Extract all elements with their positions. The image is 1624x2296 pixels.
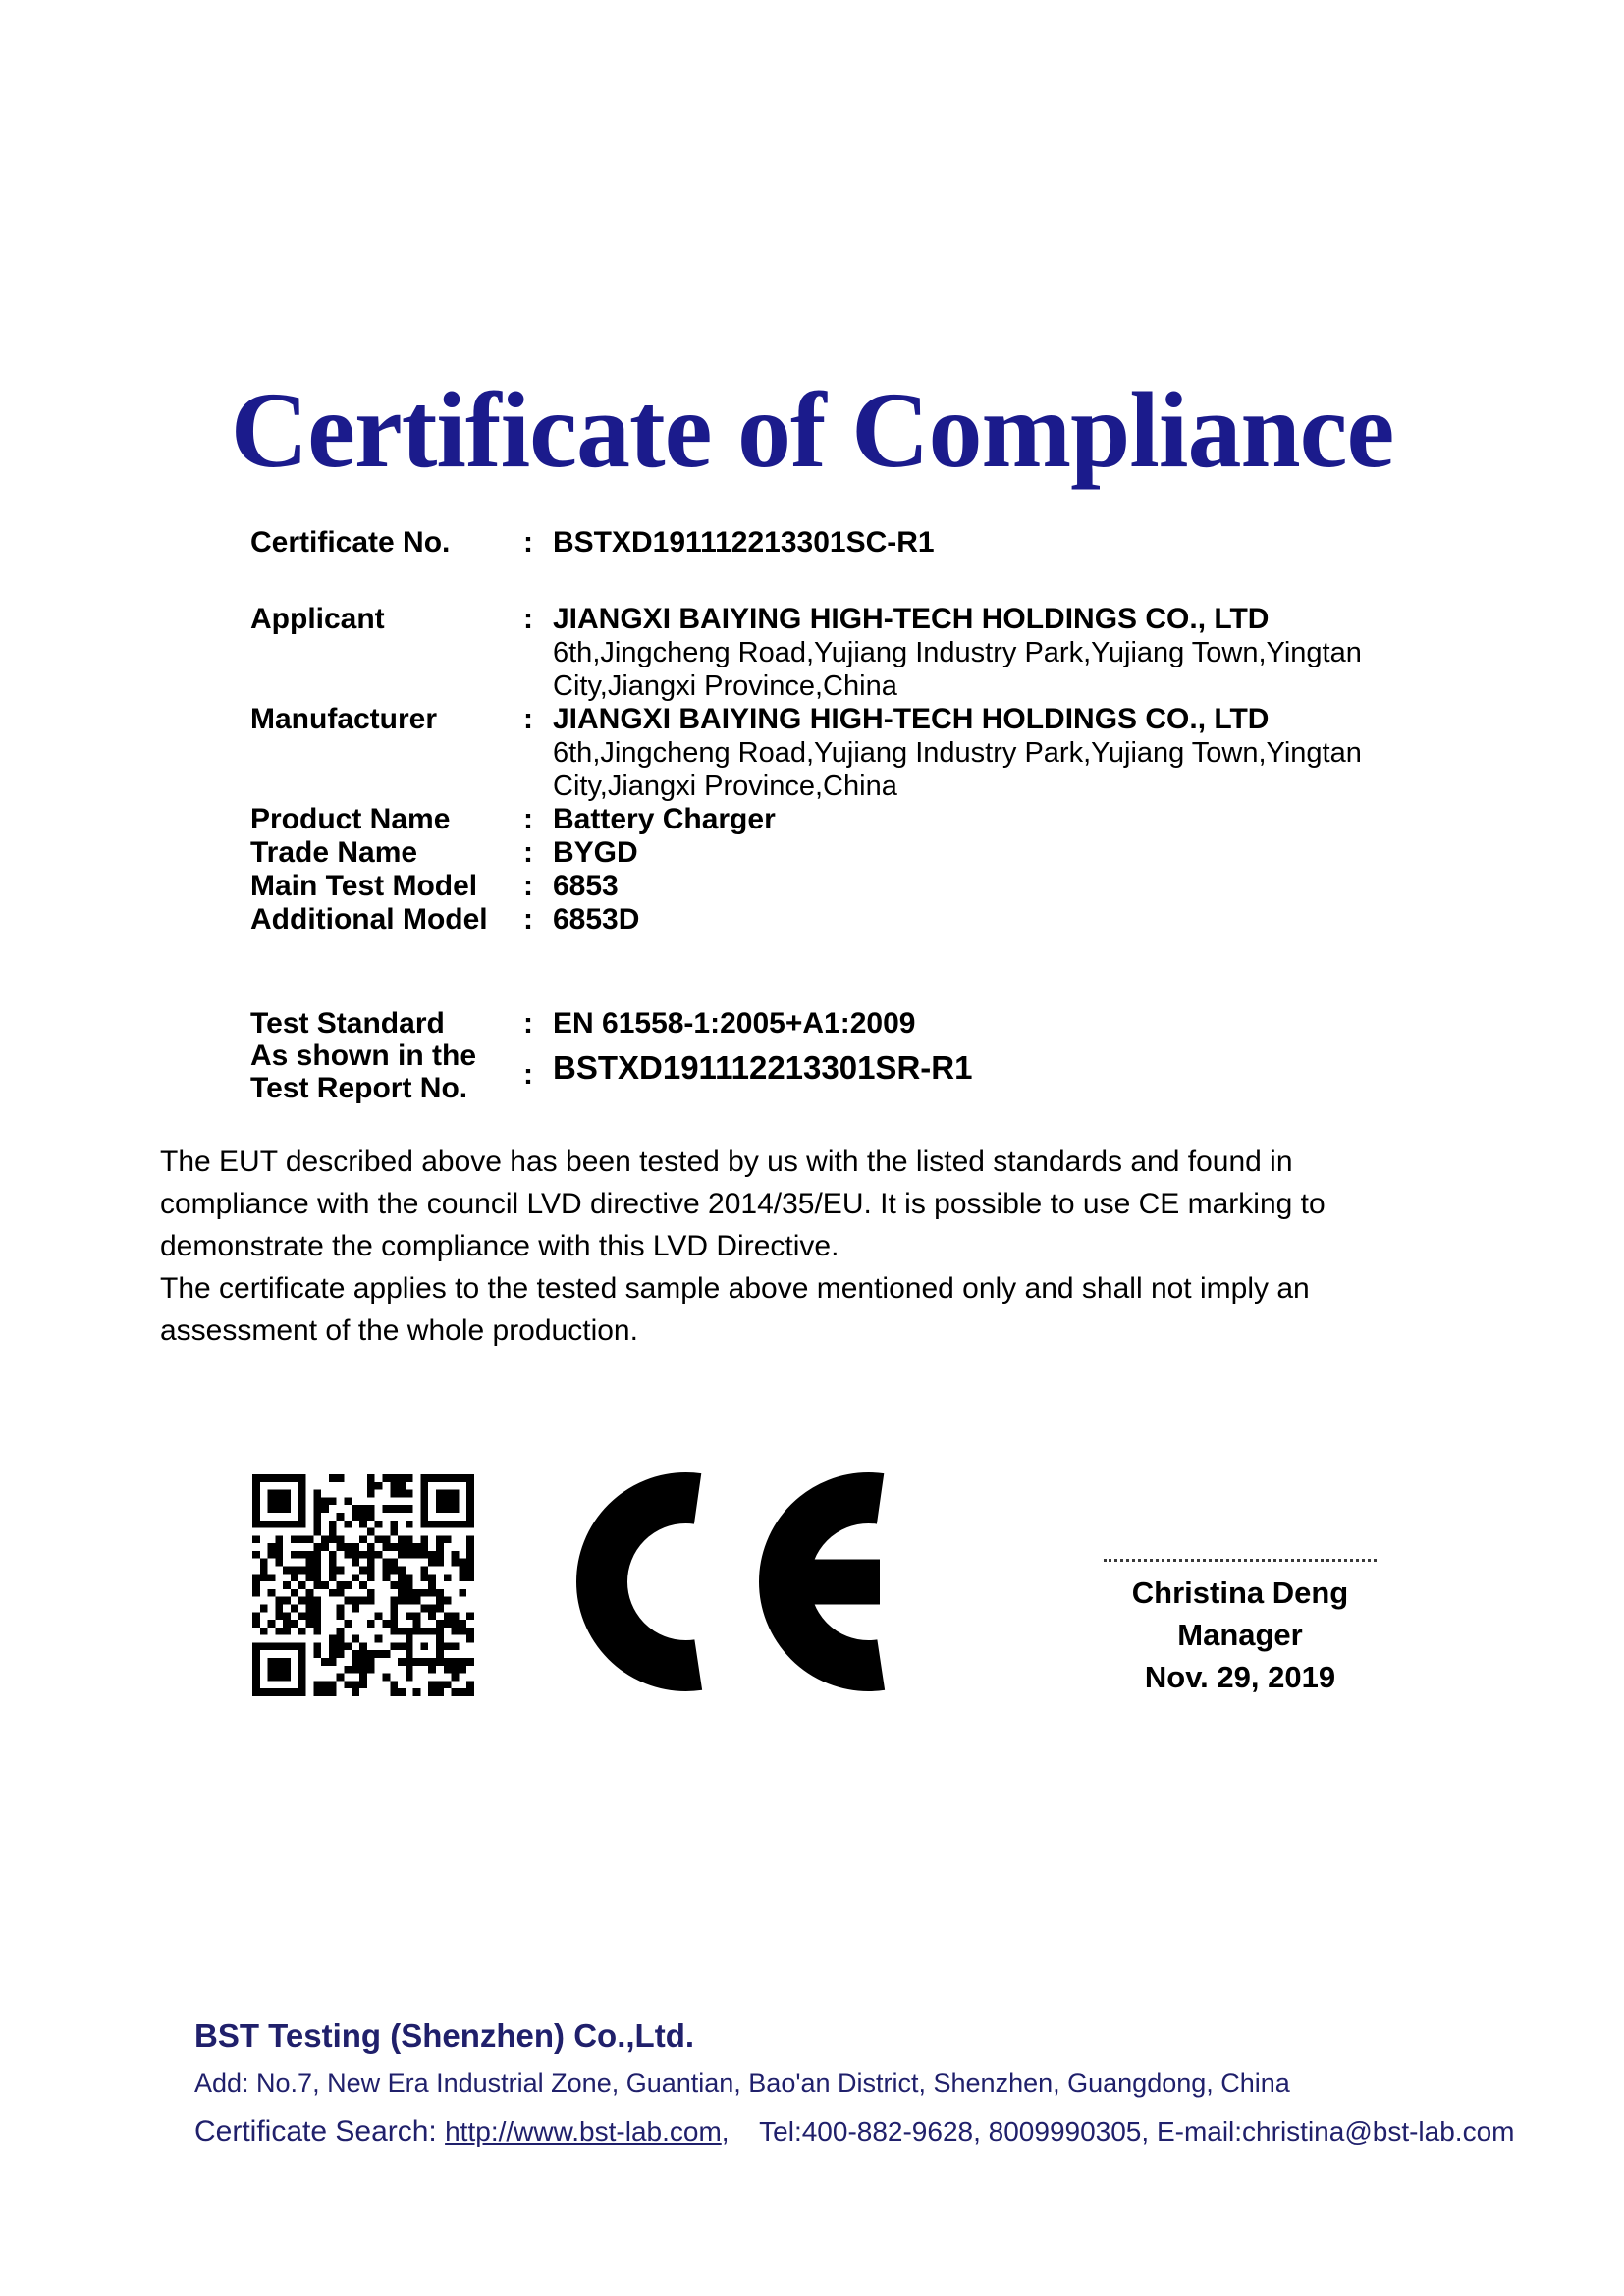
signer-role: Manager bbox=[1177, 1618, 1303, 1652]
row-test-standard bbox=[250, 1007, 1517, 1104]
signer-name: Christina Deng bbox=[1131, 1575, 1349, 1610]
additional-model-label: Additional Model bbox=[250, 903, 488, 935]
footer bbox=[194, 2016, 1530, 2149]
colon: : bbox=[523, 903, 533, 935]
signature-block bbox=[1065, 1559, 1415, 1698]
main-test-model-value: 6853 bbox=[553, 870, 619, 902]
additional-model-value: 6853D bbox=[553, 903, 640, 935]
lab-company-name: BST Testing (Shenzhen) Co.,Ltd. bbox=[194, 2017, 695, 2054]
test-standard-label-block bbox=[250, 1007, 523, 1104]
row-manufacturer bbox=[250, 703, 1517, 803]
test-standard-value: EN 61558-1:2005+A1:2009 bbox=[553, 1007, 916, 1040]
statement-text bbox=[160, 1141, 1333, 1352]
lab-address: Add: No.7, New Era Industrial Zone, Guantian, Bao'an District, Shenzhen, Guangdong, China bbox=[194, 2068, 1290, 2098]
as-shown-label: As shown in the bbox=[250, 1040, 477, 1072]
colon: : bbox=[523, 870, 533, 902]
manufacturer-company: JIANGXI BAIYING HIGH-TECH HOLDINGS CO., LTD bbox=[553, 703, 1270, 735]
row-main-test-model bbox=[250, 870, 1517, 903]
colon: : bbox=[523, 836, 533, 869]
trade-name-value: BYGD bbox=[553, 836, 638, 869]
applicant-label: Applicant bbox=[250, 603, 385, 635]
certificate-search-label: Certificate Search: bbox=[194, 2115, 446, 2148]
test-report-no-label: Test Report No. bbox=[250, 1072, 468, 1104]
certificate-search-line bbox=[194, 2115, 1530, 2149]
certificate-search-url[interactable]: http://www.bst-lab.com bbox=[445, 2116, 722, 2147]
colon: : bbox=[523, 703, 533, 735]
colon: : bbox=[523, 1007, 533, 1040]
manufacturer-label: Manufacturer bbox=[250, 703, 438, 735]
row-trade-name bbox=[250, 836, 1517, 870]
manufacturer-address-line2: City,Jiangxi Province,China bbox=[553, 771, 897, 802]
signature-dotted-line bbox=[1104, 1559, 1377, 1562]
manufacturer-address-line1: 6th,Jingcheng Road,Yujiang Industry Park,Yujiang Town,Yingtan bbox=[553, 737, 1362, 769]
row-product-name bbox=[250, 803, 1517, 836]
contact-info: , Tel:400-882-9628, 8009990305, E-mail:christina@bst-lab.com bbox=[721, 2116, 1515, 2147]
page-title: Certificate of Compliance bbox=[230, 370, 1394, 490]
applicant-company: JIANGXI BAIYING HIGH-TECH HOLDINGS CO., LTD bbox=[553, 603, 1270, 635]
test-standard-label: Test Standard bbox=[250, 1007, 445, 1040]
main-test-model-label: Main Test Model bbox=[250, 870, 478, 902]
applicant-value-block bbox=[553, 603, 1517, 703]
qr-code-icon bbox=[252, 1469, 474, 1701]
product-name-label: Product Name bbox=[250, 803, 451, 835]
row-applicant bbox=[250, 603, 1517, 703]
statement-paragraph-1: The EUT described above has been tested by us with the listed standards and found in compliance with the council LVD directive 2014/35/EU. It is possible to use CE marking to demonstrate the compliance with this LVD Directive. bbox=[160, 1146, 1326, 1262]
signature-date: Nov. 29, 2019 bbox=[1144, 1660, 1336, 1694]
row-certificate-no bbox=[250, 526, 1517, 560]
colon: : bbox=[523, 803, 533, 835]
product-name-value: Battery Charger bbox=[553, 803, 776, 835]
colon: : bbox=[523, 1058, 533, 1091]
colon: : bbox=[523, 526, 533, 559]
applicant-address-line1: 6th,Jingcheng Road,Yujiang Industry Park,Yujiang Town,Yingtan bbox=[553, 637, 1362, 668]
colon: : bbox=[523, 603, 533, 635]
info-table bbox=[250, 526, 1517, 1104]
test-standard-value-block bbox=[553, 1007, 1517, 1086]
statement-paragraph-2: The certificate applies to the tested sample above mentioned only and shall not imply an assessment of the whole production. bbox=[160, 1272, 1310, 1347]
test-report-no-value: BSTXD191112213301SR-R1 bbox=[553, 1049, 973, 1086]
certificate-no-label: Certificate No. bbox=[250, 526, 451, 559]
ce-mark-icon bbox=[576, 1472, 887, 1691]
certificate-no-value: BSTXD191112213301SC-R1 bbox=[553, 526, 935, 559]
row-additional-model bbox=[250, 903, 1517, 936]
manufacturer-value-block bbox=[553, 703, 1517, 803]
trade-name-label: Trade Name bbox=[250, 836, 418, 869]
test-standard-colon-block bbox=[523, 1007, 553, 1091]
applicant-address-line2: City,Jiangxi Province,China bbox=[553, 670, 897, 702]
